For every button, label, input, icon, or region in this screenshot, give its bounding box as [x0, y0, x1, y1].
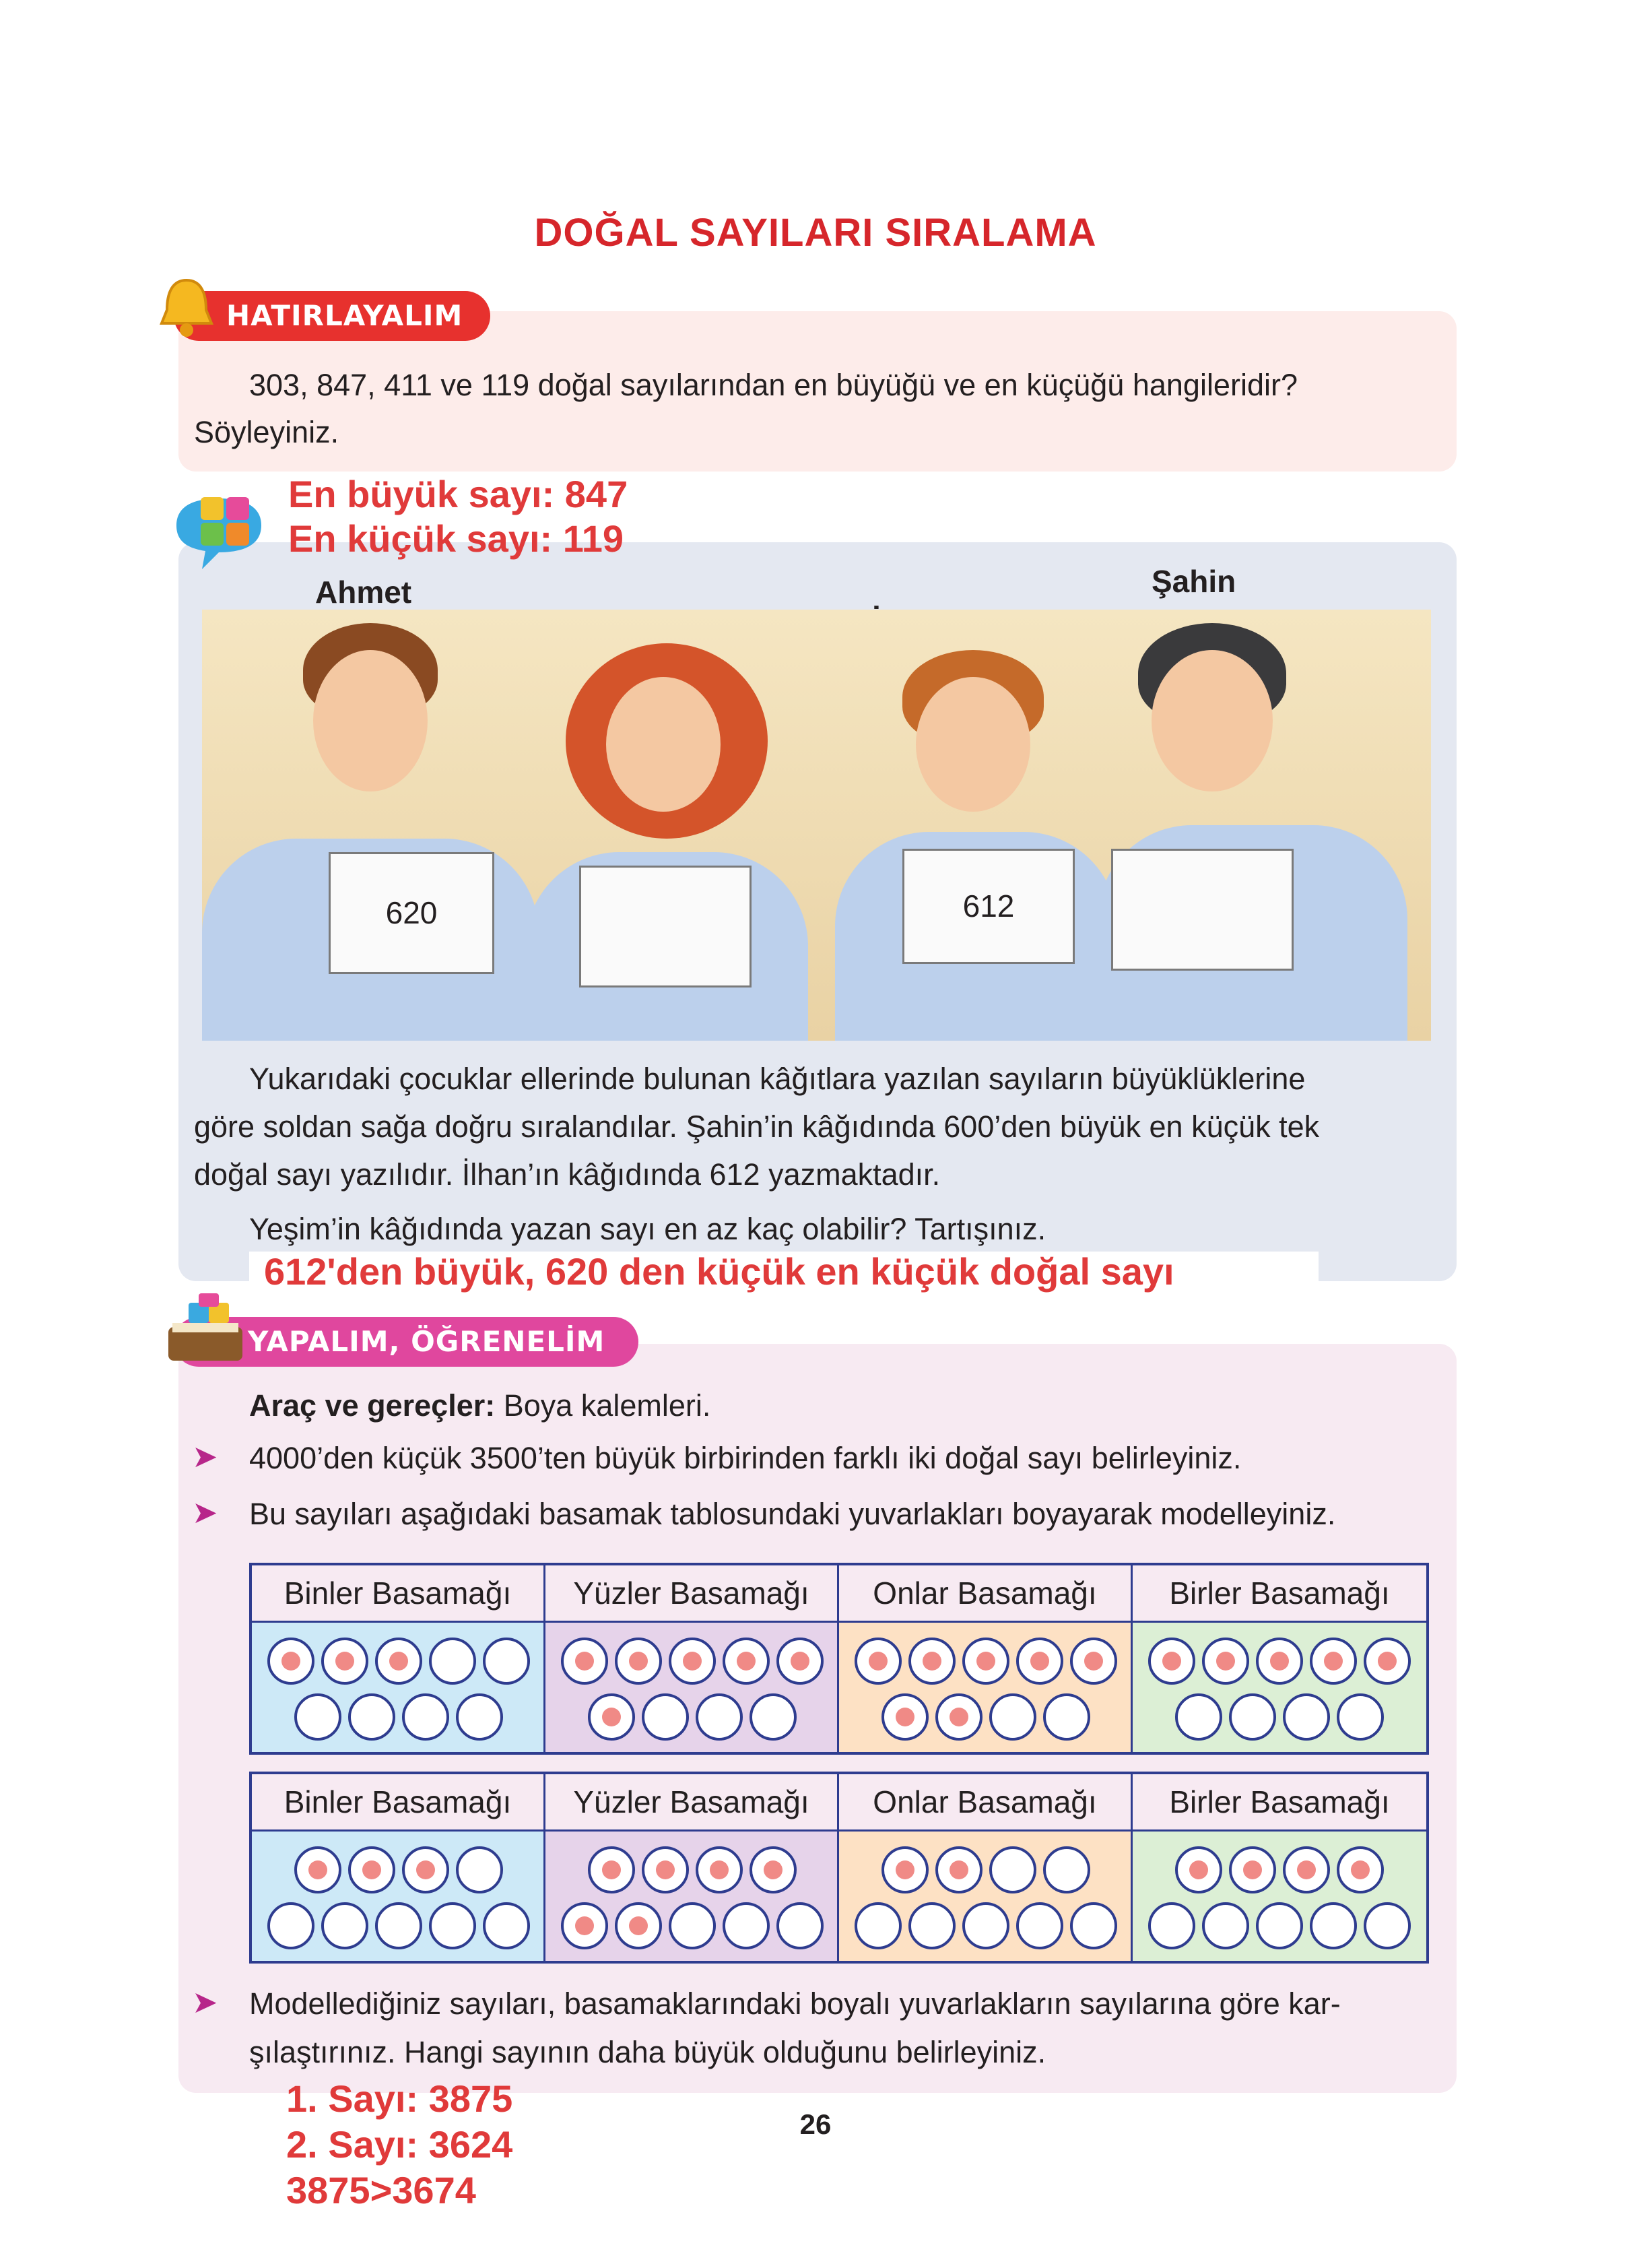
column-header: Onlar Basamağı	[839, 1774, 1133, 1829]
bead-circle[interactable]	[1043, 1846, 1090, 1893]
arrow-icon: ➤	[192, 1495, 218, 1530]
digit-cell-yuzler	[545, 1621, 839, 1752]
paint-dot	[1030, 1652, 1049, 1671]
column-header: Binler Basamağı	[252, 1565, 545, 1621]
paint-dot	[950, 1860, 968, 1879]
paint-dot	[1378, 1652, 1397, 1671]
problem-line1: Yukarıdaki çocuklar ellerinde bulunan kâğıtlara yazılan sayıların büyüklüklerine	[249, 1062, 1306, 1096]
paint-dot	[869, 1652, 888, 1671]
bead-circle[interactable]	[908, 1902, 956, 1949]
bead-circle[interactable]	[456, 1846, 503, 1893]
problem-question: Yeşim’in kâğıdında yazan sayı en az kaç olabilir? Tartışınız.	[249, 1212, 1046, 1246]
bead-circle[interactable]	[483, 1902, 530, 1949]
paint-dot	[1243, 1860, 1262, 1879]
children-illustration	[202, 610, 1431, 1041]
bead-circle[interactable]	[989, 1846, 1036, 1893]
step-3-line2: şılaştırınız. Hangi sayının daha büyük olduğunu belirleyiniz.	[249, 2035, 1046, 2069]
paint-dot	[416, 1860, 435, 1879]
bead-circle[interactable]	[962, 1638, 1009, 1685]
paint-dot	[1216, 1652, 1235, 1671]
answer-number-1: 1. Sayı: 3875	[286, 2077, 513, 2120]
paint-dot	[575, 1916, 594, 1935]
bell-icon	[156, 275, 217, 342]
column-header: Binler Basamağı	[252, 1774, 545, 1829]
bead-circle[interactable]	[1148, 1902, 1195, 1949]
bead-circle[interactable]	[1043, 1693, 1090, 1741]
bead-circle[interactable]	[1337, 1693, 1384, 1741]
paint-dot	[1162, 1652, 1181, 1671]
bead-circle[interactable]	[1256, 1902, 1303, 1949]
bead-circle[interactable]	[669, 1902, 716, 1949]
bead-circle[interactable]	[1283, 1693, 1330, 1741]
paint-dot	[1324, 1652, 1343, 1671]
bead-circle[interactable]	[1229, 1846, 1276, 1893]
bead-circle[interactable]	[1175, 1846, 1222, 1893]
place-value-table-2	[249, 1772, 1429, 1964]
paint-dot	[602, 1708, 621, 1726]
bead-circle[interactable]	[1229, 1693, 1276, 1741]
bead-circle[interactable]	[561, 1902, 608, 1949]
paper-sahin	[1111, 849, 1294, 971]
bead-circle[interactable]	[321, 1902, 368, 1949]
bead-circle[interactable]	[1175, 1693, 1222, 1741]
bead-circle[interactable]	[294, 1693, 341, 1741]
paint-dot	[1084, 1652, 1103, 1671]
digit-cell-binler	[252, 1829, 545, 1961]
hatirlayalim-banner: HATIRLAYALIM	[174, 291, 490, 341]
digit-cell-onlar	[839, 1621, 1133, 1752]
reminder-question-line2: Söyleyiniz.	[194, 415, 339, 449]
bead-circle[interactable]	[588, 1846, 635, 1893]
bead-circle[interactable]	[483, 1638, 530, 1685]
bead-circle[interactable]	[750, 1846, 797, 1893]
book-icon	[162, 1293, 249, 1374]
bead-circle[interactable]	[669, 1638, 716, 1685]
bead-circle[interactable]	[267, 1638, 314, 1685]
bead-circle[interactable]	[1310, 1902, 1357, 1949]
bead-circle[interactable]	[1310, 1638, 1357, 1685]
bead-circle[interactable]	[855, 1638, 902, 1685]
paint-dot	[683, 1652, 702, 1671]
paint-dot	[362, 1860, 381, 1879]
page-number: 26	[799, 2108, 832, 2140]
paint-dot	[896, 1860, 914, 1879]
bead-circle[interactable]	[402, 1693, 449, 1741]
arrow-icon: ➤	[192, 1984, 218, 2019]
bead-circle[interactable]	[1364, 1902, 1411, 1949]
answer-number-2: 2. Sayı: 3624	[286, 2123, 513, 2166]
bead-circle[interactable]	[1148, 1638, 1195, 1685]
problem-line2: göre soldan sağa doğru sıralandılar. Şahin’in kâğıdında 600’den büyük en küçük tek	[194, 1109, 1320, 1144]
paint-dot	[575, 1652, 594, 1671]
paint-dot	[896, 1708, 914, 1726]
bead-circle[interactable]	[1283, 1846, 1330, 1893]
paint-dot	[308, 1860, 327, 1879]
step-1: 4000’den küçük 3500’ten büyük birbirinden farklı iki doğal sayı belirleyiniz.	[249, 1441, 1242, 1475]
bead-circle[interactable]	[375, 1902, 422, 1949]
digit-cell-onlar	[839, 1829, 1133, 1961]
paint-dot	[389, 1652, 408, 1671]
paint-dot	[710, 1860, 729, 1879]
bead-circle[interactable]	[881, 1846, 929, 1893]
paper-yesim	[579, 866, 752, 987]
step-3-line1: Modellediğiniz sayıları, basamaklarındaki boyalı yuvarlakların sayılarına göre kar-	[249, 1986, 1341, 2021]
bead-circle[interactable]	[881, 1693, 929, 1741]
bead-circle[interactable]	[989, 1693, 1036, 1741]
name-ahmet: Ahmet	[315, 575, 412, 610]
bead-circle[interactable]	[935, 1693, 983, 1741]
bead-circle[interactable]	[375, 1638, 422, 1685]
bead-circle[interactable]	[1202, 1902, 1249, 1949]
bead-circle[interactable]	[561, 1638, 608, 1685]
paint-dot	[656, 1860, 675, 1879]
answer-comparison: 3875>3674	[286, 2169, 476, 2211]
bead-circle[interactable]	[456, 1693, 503, 1741]
yapalim-banner: YAPALIM, ÖĞRENELİM	[174, 1317, 638, 1367]
answer-yesim: 612'den büyük, 620 den küçük en küçük doğal sayı	[264, 1250, 1174, 1293]
reminder-question-line1: 303, 847, 411 ve 119 doğal sayılarından en büyüğü ve en küçüğü hangileridir?	[249, 368, 1298, 402]
digit-cell-binler	[252, 1621, 545, 1752]
paint-dot	[1270, 1652, 1289, 1671]
paint-dot	[737, 1652, 756, 1671]
bead-circle[interactable]	[723, 1902, 770, 1949]
bead-circle[interactable]	[642, 1693, 689, 1741]
bead-circle[interactable]	[294, 1846, 341, 1893]
paint-dot	[923, 1652, 941, 1671]
page-title: DOĞAL SAYILARI SIRALAMA	[534, 211, 1097, 255]
bead-circle[interactable]	[1337, 1846, 1384, 1893]
paint-dot	[281, 1652, 300, 1671]
puzzle-icon	[168, 478, 269, 579]
paint-dot	[791, 1652, 809, 1671]
bead-circle[interactable]	[776, 1638, 824, 1685]
bead-circle[interactable]	[908, 1638, 956, 1685]
bead-circle[interactable]	[402, 1846, 449, 1893]
paint-dot	[764, 1860, 783, 1879]
bead-circle[interactable]	[935, 1846, 983, 1893]
bead-circle[interactable]	[1016, 1902, 1063, 1949]
bead-circle[interactable]	[321, 1638, 368, 1685]
bead-circle[interactable]	[1016, 1638, 1063, 1685]
bead-circle[interactable]	[750, 1693, 797, 1741]
arrow-icon: ➤	[192, 1439, 218, 1474]
column-header: Onlar Basamağı	[839, 1565, 1133, 1621]
digit-cell-birler	[1133, 1829, 1426, 1961]
paper-ahmet: 620	[329, 852, 494, 974]
paint-dot	[1351, 1860, 1370, 1879]
bead-circle[interactable]	[776, 1902, 824, 1949]
bead-circle[interactable]	[723, 1638, 770, 1685]
bead-circle[interactable]	[1070, 1638, 1117, 1685]
bead-circle[interactable]	[855, 1902, 902, 1949]
paint-dot	[1189, 1860, 1208, 1879]
answer-smallest: En küçük sayı: 119	[288, 517, 624, 560]
bead-circle[interactable]	[615, 1638, 662, 1685]
bead-circle[interactable]	[696, 1693, 743, 1741]
bead-circle[interactable]	[962, 1902, 1009, 1949]
paper-ilhan: 612	[902, 849, 1075, 964]
digit-cell-birler	[1133, 1621, 1426, 1752]
paint-dot	[335, 1652, 354, 1671]
bead-circle[interactable]	[615, 1902, 662, 1949]
paint-dot	[1297, 1860, 1316, 1879]
bead-circle[interactable]	[642, 1846, 689, 1893]
column-header: Birler Basamağı	[1169, 1784, 1390, 1819]
bead-circle[interactable]	[1256, 1638, 1303, 1685]
column-header: Birler Basamağı	[1169, 1576, 1390, 1611]
paint-dot	[950, 1708, 968, 1726]
bead-circle[interactable]	[1070, 1902, 1117, 1949]
step-2: Bu sayıları aşağıdaki basamak tablosundaki yuvarlakları boyayarak modelleyiniz.	[249, 1497, 1336, 1531]
place-value-table-1	[249, 1563, 1429, 1755]
name-sahin: Şahin	[1152, 564, 1236, 599]
bead-circle[interactable]	[1364, 1638, 1411, 1685]
digit-cell-yuzler	[545, 1829, 839, 1961]
bead-circle[interactable]	[429, 1638, 476, 1685]
bead-circle[interactable]	[348, 1693, 395, 1741]
column-header: Yüzler Basamağı	[545, 1565, 839, 1621]
paint-dot	[629, 1652, 648, 1671]
bead-circle[interactable]	[696, 1846, 743, 1893]
paint-dot	[602, 1860, 621, 1879]
problem-line3: doğal sayı yazılıdır. İlhan’ın kâğıdında 612 yazmaktadır.	[194, 1157, 941, 1192]
bead-circle[interactable]	[1202, 1638, 1249, 1685]
answer-largest: En büyük sayı: 847	[288, 473, 628, 515]
column-header: Yüzler Basamağı	[545, 1774, 839, 1829]
materials-line: Araç ve gereçler: Boya kalemleri.	[249, 1388, 711, 1423]
paint-dot	[976, 1652, 995, 1671]
bead-circle[interactable]	[348, 1846, 395, 1893]
bead-circle[interactable]	[429, 1902, 476, 1949]
bead-circle[interactable]	[267, 1902, 314, 1949]
paint-dot	[629, 1916, 648, 1935]
bead-circle[interactable]	[588, 1693, 635, 1741]
